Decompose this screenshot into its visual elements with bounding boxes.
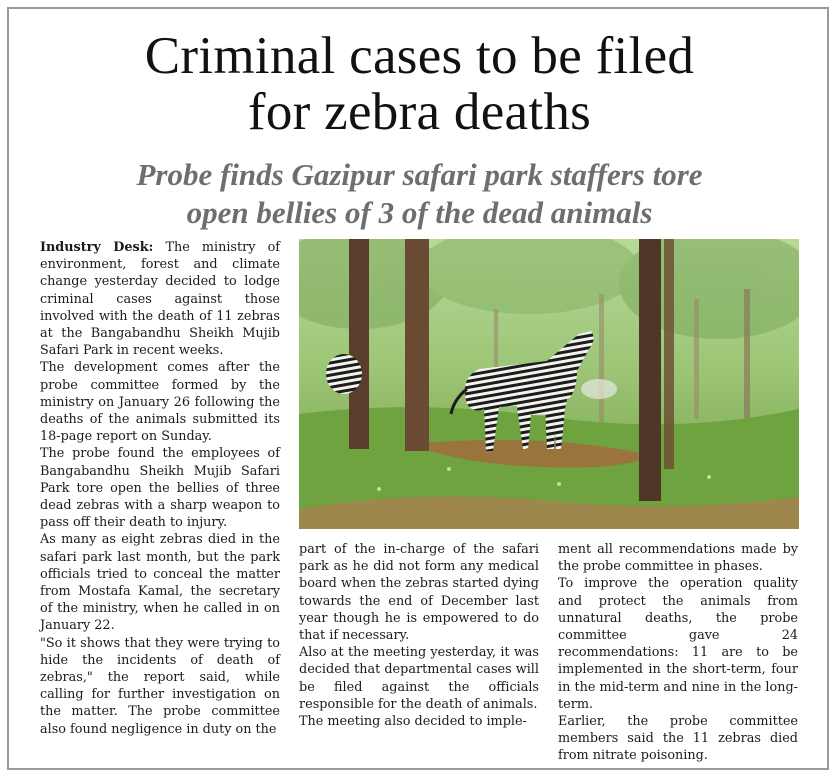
paragraph: The development comes after the probe committee formed by the ministry on January 26 following the deaths of the animals submitted its 18-page report on Sunday. [40, 360, 280, 445]
headline [12, 28, 827, 140]
zebra-photo [299, 239, 799, 529]
paragraph: Also at the meeting yesterday, it was decided that departmental cases will be filed against the officials responsible for the death of animals. [299, 645, 539, 712]
article-column-1 [40, 239, 280, 738]
paragraph [40, 239, 280, 359]
paragraph: part of the in-charge of the safari park as he did not form any medical board when the zebras started dying towards the end of December last year though he is empowered to do that if necessary. [299, 542, 539, 644]
paragraph: As many as eight zebras died in the safari park last month, but the park officials tried to conceal the matter from Mostafa Kamal, the secretary of the ministry, when he called in on January 22. [40, 532, 280, 634]
paragraph-text: The ministry of environment, forest and climate change yesterday decided to lodge criminal cases against those involved with the death of 11 zebras at the Bangabandhu Sheikh Mujib Safari Park in recent weeks. [40, 240, 281, 359]
paragraph: To improve the operation quality and protect the animals from unnatural deaths, the probe committee gave 24 recommendations: 11 are to be implemented in the short-term, four in the mid-term and nine in the long-term. [558, 576, 798, 712]
subhead-line-1: Probe finds Gazipur safari park staffers tore [136, 157, 703, 192]
article-column-2 [299, 541, 539, 730]
subhead-line-2: open bellies of 3 of the dead animals [186, 195, 653, 230]
headline-line-1: Criminal cases to be filed [144, 27, 695, 85]
subheadline [12, 156, 827, 232]
zebra-photo-illustration [299, 239, 799, 529]
paragraph: "So it shows that they were trying to hide the incidents of death of zebras," the report said, while calling for further investigation on the matter. The probe committee also found negligence in duty on the [40, 635, 280, 737]
paragraph: The probe found the employees of Bangabandhu Sheikh Mujib Safari Park tore open the bellies of three dead zebras with a sharp weapon to pass off their death to injury. [40, 446, 280, 531]
headline-line-2: for zebra deaths [247, 83, 592, 141]
paragraph: Earlier, the probe committee members said the 11 zebras died from nitrate poisoning. [558, 714, 798, 764]
article-column-3 [558, 541, 798, 765]
paragraph: The meeting also decided to imple- [299, 714, 527, 730]
paragraph: ment all recommendations made by the probe committee in phases. [558, 542, 798, 575]
byline: Industry Desk: [40, 240, 154, 255]
